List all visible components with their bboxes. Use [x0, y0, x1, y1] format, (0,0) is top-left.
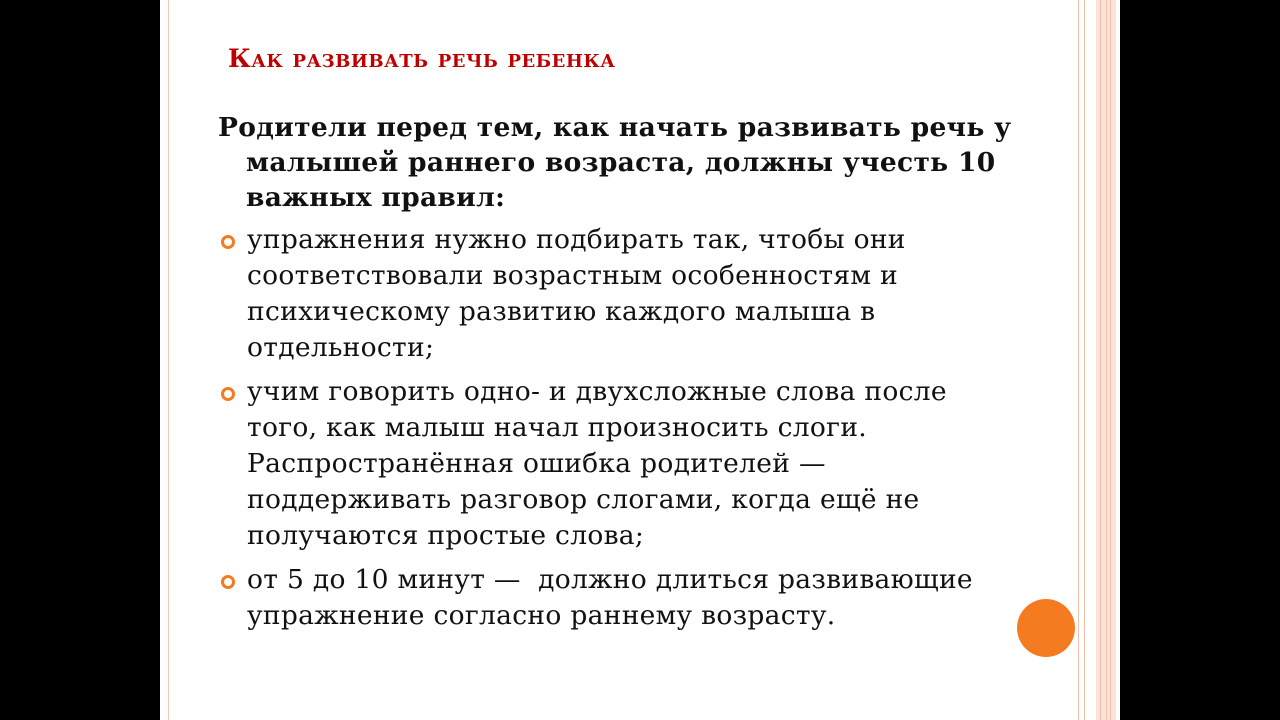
right-border-line	[1078, 0, 1079, 720]
list-item-text: от 5 до 10 минут — должно длиться развивающие упражнение согласно раннему возрасту.	[247, 564, 982, 631]
list-item-text: упражнения нужно подбирать так, чтобы они соответствовали возрастным особенностям и психическому развитию каждого малыша в отдельности;	[247, 224, 906, 363]
list-item	[218, 374, 1018, 554]
left-border-line	[168, 0, 169, 720]
right-border-line	[1106, 0, 1107, 720]
list-item	[218, 222, 1018, 366]
slide	[160, 0, 1120, 720]
bullet-ring-icon	[221, 575, 235, 589]
right-border-line	[1100, 0, 1101, 720]
bullet-ring-icon	[221, 235, 235, 249]
bullet-list	[218, 222, 1018, 642]
slide-title: Как развивать речь ребенка	[228, 44, 616, 73]
right-border-line	[1110, 0, 1111, 720]
orange-circle-decoration	[1017, 599, 1075, 657]
list-item	[218, 562, 1018, 634]
list-item-text: учим говорить одно- и двухсложные слова после того, как малыш начал произносить слоги. Распространённая ошибка родителей — поддерживать разговор слогами, когда ещё не получаются простые слова;	[247, 376, 947, 551]
right-border-line	[1084, 0, 1085, 720]
intro-paragraph: Родители перед тем, как начать развивать речь у малышей раннего возраста, должны учесть 10 важных правил:	[218, 112, 1012, 213]
bullet-ring-icon	[221, 387, 235, 401]
